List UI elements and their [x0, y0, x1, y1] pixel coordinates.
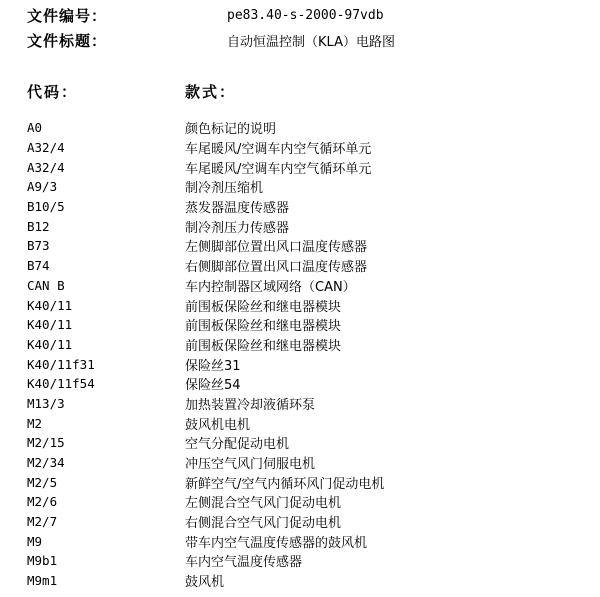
doc-number-label: 文件编号： — [27, 6, 108, 25]
component-description: 车内空气温度传感器 — [185, 555, 303, 571]
column-header-description: 款式： — [185, 83, 237, 101]
list-item — [27, 374, 587, 394]
component-list — [27, 118, 587, 591]
column-header-code: 代码： — [27, 83, 79, 101]
list-item — [27, 197, 587, 217]
component-code: K40/11 — [27, 297, 73, 313]
list-item — [27, 413, 587, 433]
component-code: M9b1 — [27, 553, 58, 569]
component-description: 带车内空气温度传感器的鼓风机 — [185, 535, 368, 551]
component-code: B12 — [27, 218, 50, 234]
component-code: K40/11 — [27, 317, 73, 333]
doc-number-row — [27, 5, 384, 25]
component-code: A32/4 — [27, 159, 65, 175]
component-code: M2/6 — [27, 494, 58, 510]
component-code: M9 — [27, 533, 43, 549]
list-item — [27, 335, 587, 355]
list-item — [27, 138, 587, 158]
component-code: M2/7 — [27, 514, 58, 530]
component-code: A0 — [27, 120, 43, 136]
component-description: 制冷剂压缩机 — [185, 181, 264, 197]
component-description: 前围板保险丝和继电器模块 — [185, 338, 342, 354]
component-code: K40/11 — [27, 336, 73, 352]
component-description: 左侧脚部位置出风口温度传感器 — [185, 240, 368, 256]
list-item — [27, 276, 587, 296]
component-description: 冲压空气风门伺服电机 — [185, 457, 316, 473]
component-code: M13/3 — [27, 395, 65, 411]
list-item — [27, 216, 587, 236]
component-code: M2/5 — [27, 474, 58, 490]
component-description: 保险丝54 — [185, 378, 241, 394]
component-code: K40/11f31 — [27, 356, 95, 372]
list-item — [27, 315, 587, 335]
list-item — [27, 512, 587, 532]
component-code: B10/5 — [27, 199, 65, 215]
component-code: M2 — [27, 415, 43, 431]
component-code: M2/34 — [27, 455, 65, 471]
doc-title-label: 文件标题： — [27, 31, 108, 50]
component-code: K40/11f54 — [27, 376, 95, 392]
list-item — [27, 157, 587, 177]
list-item — [27, 472, 587, 492]
component-description: 加热装置冷却液循环泵 — [185, 397, 316, 413]
component-code: CAN B — [27, 277, 65, 293]
component-description: 车内控制器区域网络（CAN） — [185, 279, 356, 295]
component-description: 前围板保险丝和继电器模块 — [185, 319, 342, 335]
list-item — [27, 354, 587, 374]
component-description: 鼓风机电机 — [185, 417, 251, 433]
component-description: 蒸发器温度传感器 — [185, 201, 290, 217]
list-item — [27, 394, 587, 414]
component-code: B74 — [27, 258, 50, 274]
list-item — [27, 571, 587, 591]
component-description: 鼓风机 — [185, 575, 225, 591]
list-item — [27, 492, 587, 512]
component-code: A32/4 — [27, 140, 65, 156]
component-description: 车尾暖风/空调车内空气循环单元 — [185, 142, 372, 158]
list-item — [27, 433, 587, 453]
component-description: 制冷剂压力传感器 — [185, 220, 290, 236]
component-description: 保险丝31 — [185, 358, 241, 374]
component-code: M9m1 — [27, 573, 58, 589]
doc-title-value: 自动恒温控制（KLA）电路图 — [227, 34, 395, 50]
component-description: 右侧混合空气风门促动电机 — [185, 516, 342, 532]
component-code: M2/15 — [27, 435, 65, 451]
list-item — [27, 177, 587, 197]
list-item — [27, 551, 587, 571]
component-description: 新鲜空气/空气内循环风门促动电机 — [185, 476, 385, 492]
component-description: 左侧混合空气风门促动电机 — [185, 496, 342, 512]
list-item — [27, 256, 587, 276]
list-item — [27, 531, 587, 551]
component-description: 右侧脚部位置出风口温度传感器 — [185, 260, 368, 276]
list-item — [27, 453, 587, 473]
component-code: A9/3 — [27, 179, 58, 195]
component-description: 空气分配促动电机 — [185, 437, 290, 453]
list-item — [27, 118, 587, 138]
doc-number-value: pe83.40-s-2000-97vdb — [227, 7, 384, 23]
component-description: 颜色标记的说明 — [185, 122, 277, 138]
component-description: 车尾暖风/空调车内空气循环单元 — [185, 161, 372, 177]
list-item — [27, 295, 587, 315]
component-code: B73 — [27, 238, 50, 254]
component-description: 前围板保险丝和继电器模块 — [185, 299, 342, 315]
list-item — [27, 236, 587, 256]
doc-title-row — [27, 30, 395, 50]
